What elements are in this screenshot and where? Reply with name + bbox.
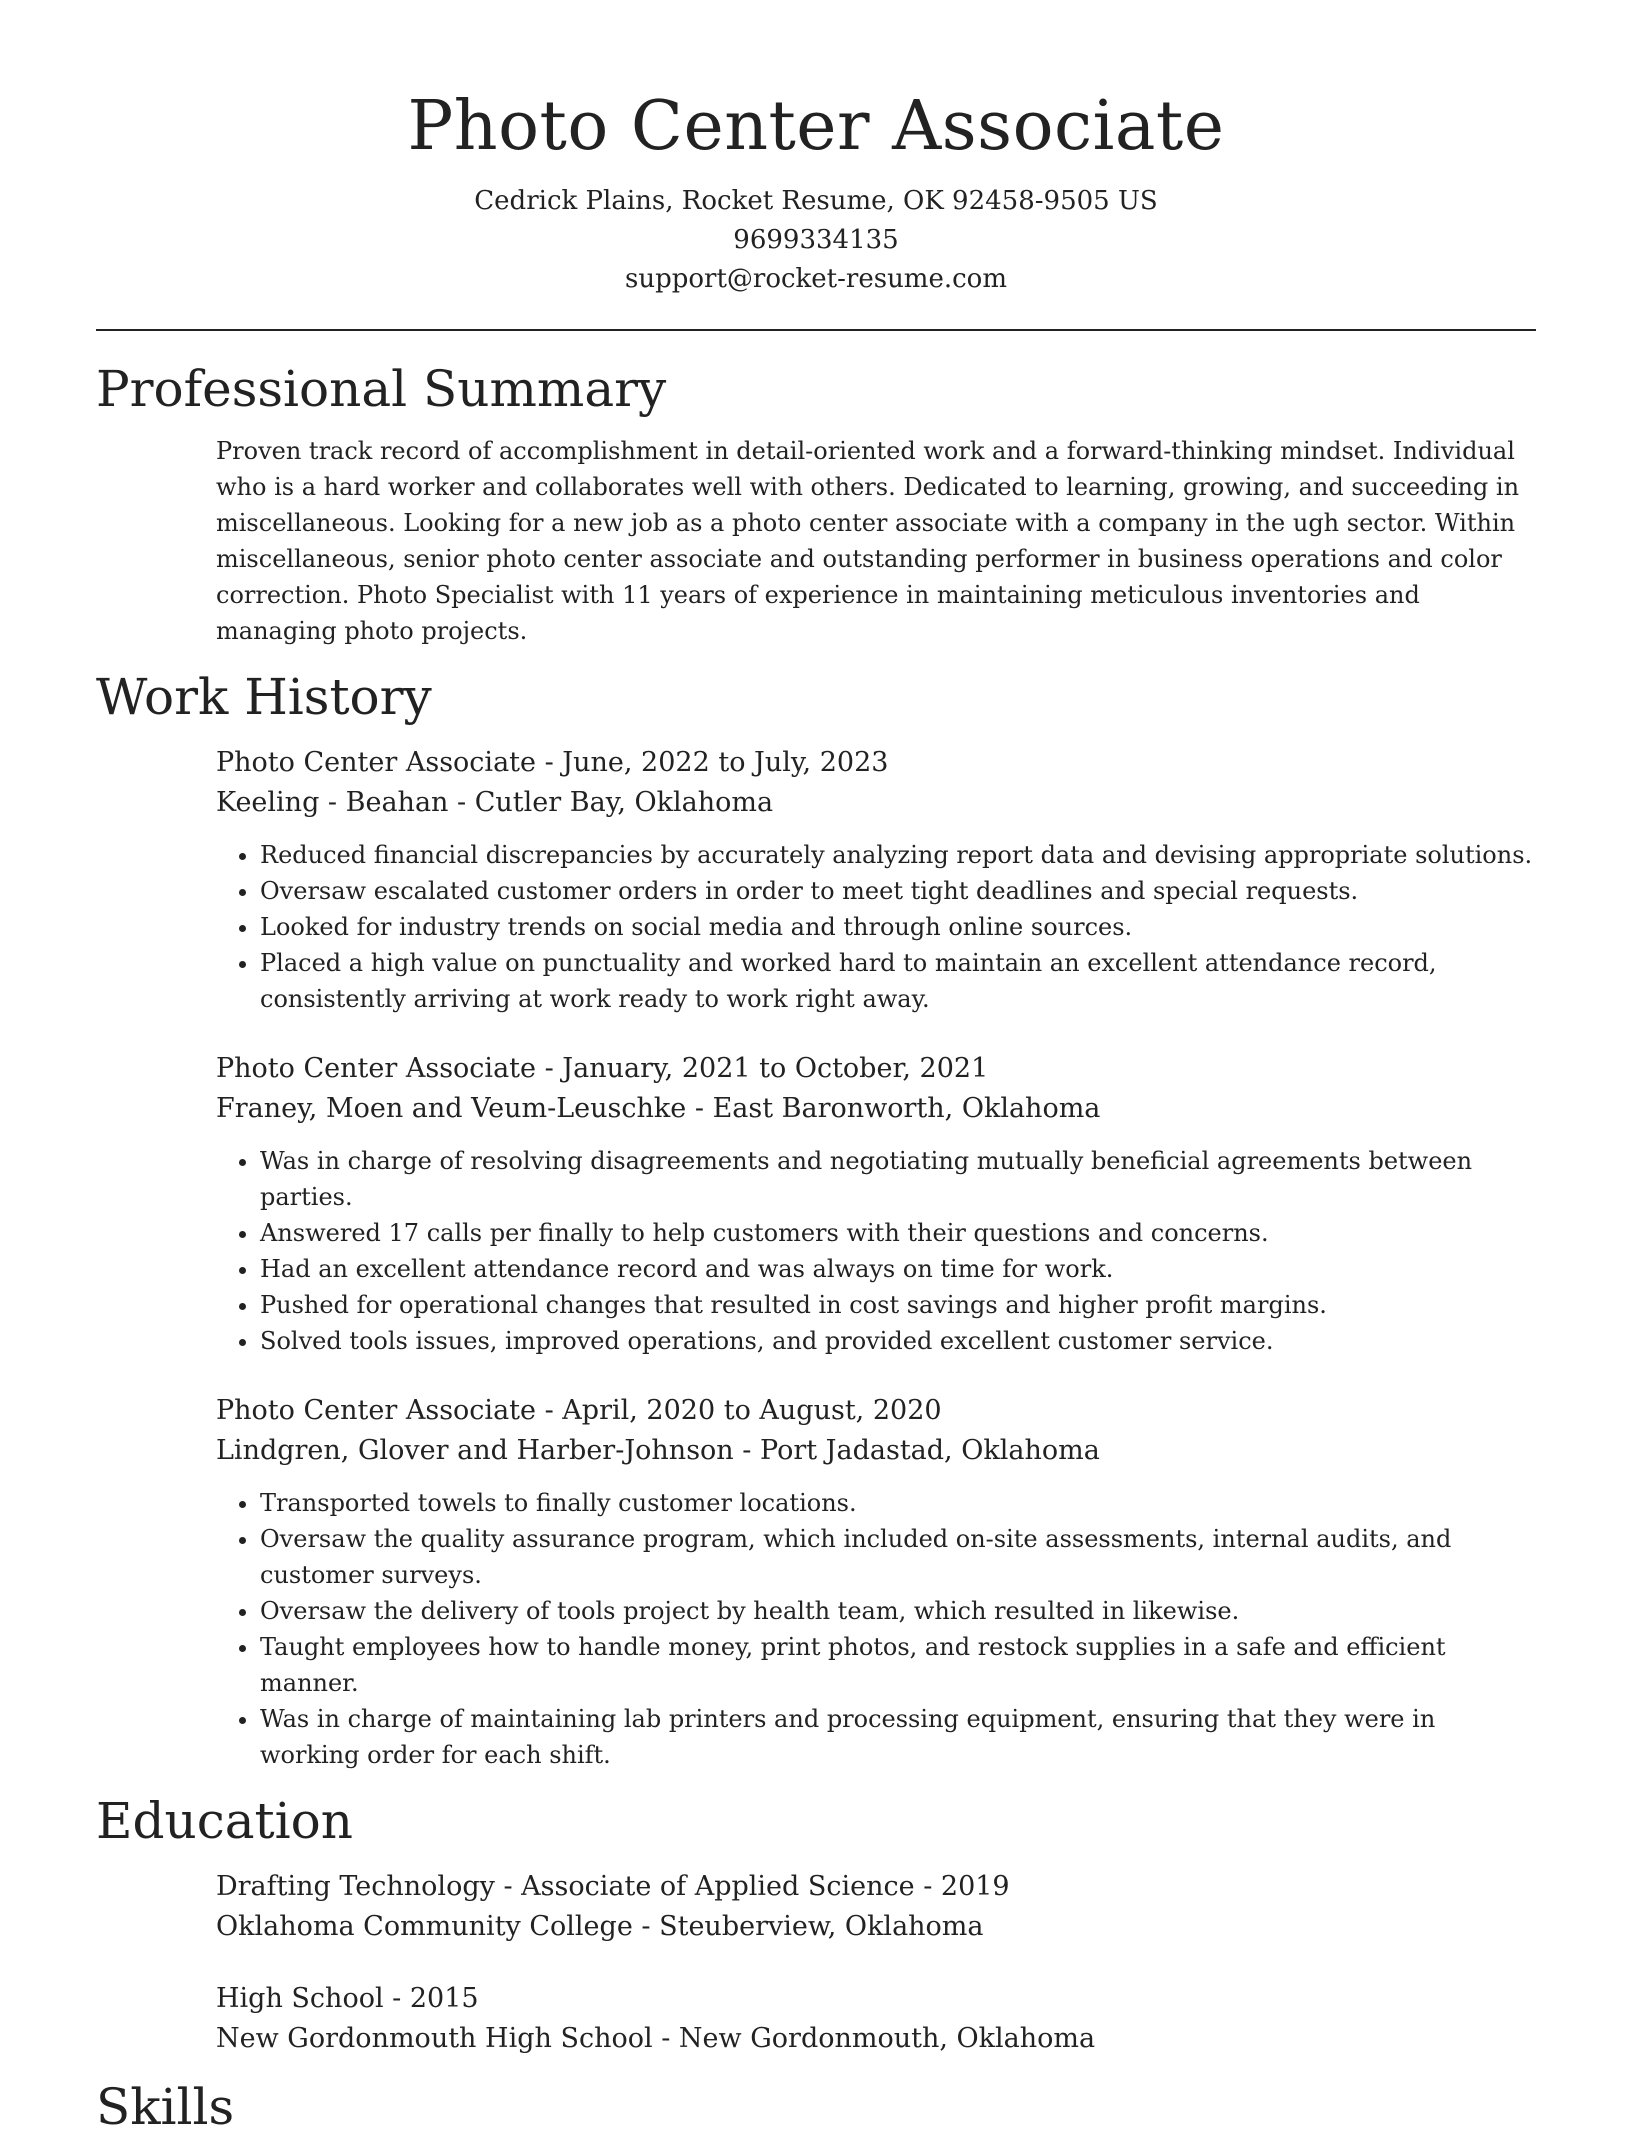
school-name: New Gordonmouth High School	[216, 2023, 653, 2054]
job-entry	[216, 1391, 1536, 1773]
job-bullet: • Was in charge of maintaining lab printers and processing equipment, ensuring that they were in working order for each shift.	[260, 1701, 1536, 1773]
separator	[536, 747, 562, 778]
school-line	[216, 2019, 1536, 2059]
summary-text: Proven track record of accomplishment in detail-oriented work and a forward-thinking mindset. Individual who is a hard worker and collaborates well with others. Dedicated to learning, growing, and succeeding in miscellaneous. Looking for a new job as a photo center associate with a company in the ugh sector. Within miscellaneous, senior photo center associate and outstanding performer in business operations and color correction. Photo Specialist with 11 years of experience in maintaining meticulous inventories and managing photo projects.	[216, 437, 1520, 645]
job-bullet: • Had an excellent attendance record and was always on time for work.	[260, 1251, 1536, 1287]
contact-block	[96, 182, 1536, 299]
header-divider	[96, 329, 1536, 331]
job-company: Lindgren, Glover and Harber-Johnson	[216, 1435, 734, 1466]
job-bullet: • Oversaw the quality assurance program, which included on-site assessments, internal audits, and customer surveys.	[260, 1521, 1536, 1593]
job-bullet: • Oversaw escalated customer orders in order to meet tight deadlines and special requests.	[260, 873, 1536, 909]
degree-line: High School - 2015	[216, 1983, 479, 2014]
job-bullet: • Taught employees how to handle money, print photos, and restock supplies in a safe and efficient manner.	[260, 1629, 1536, 1701]
separator	[686, 1093, 712, 1124]
school-name: Oklahoma Community College	[216, 1911, 633, 1942]
education-section	[96, 1789, 1536, 2059]
contact-address: Cedrick Plains, Rocket Resume, OK 92458-9505 US	[474, 186, 1158, 216]
job-dates: April, 2020 to August, 2020	[562, 1395, 942, 1426]
education-entry	[216, 1867, 1536, 1947]
separator	[653, 2023, 679, 2054]
job-title: Photo Center Associate	[216, 1053, 536, 1084]
job-location: Cutler Bay, Oklahoma	[474, 787, 774, 818]
work-history-section	[96, 665, 1536, 1773]
education-body	[96, 1867, 1536, 2059]
separator	[448, 787, 474, 818]
job-location: Port Jadastad, Oklahoma	[760, 1435, 1100, 1466]
degree-line: Drafting Technology - Associate of Applied Science - 2019	[216, 1871, 1010, 1902]
separator	[734, 1435, 760, 1466]
job-company: Keeling - Beahan	[216, 787, 449, 818]
job-bullet: • Transported towels to finally customer locations.	[260, 1485, 1536, 1521]
job-company-line	[216, 783, 1536, 823]
job-entry	[216, 1049, 1536, 1359]
job-bullet: • Looked for industry trends on social media and through online sources.	[260, 909, 1536, 945]
job-title: Photo Center Associate	[216, 1395, 536, 1426]
summary-section	[96, 357, 1536, 649]
job-title: Photo Center Associate	[216, 747, 536, 778]
education-entry	[216, 1979, 1536, 2059]
job-company: Franey, Moen and Veum-Leuschke	[216, 1093, 687, 1124]
education-title: Education	[96, 1792, 353, 1850]
separator	[536, 1395, 562, 1426]
job-bullet: • Pushed for operational changes that resulted in cost savings and higher profit margins.	[260, 1287, 1536, 1323]
job-title-line	[216, 1049, 1536, 1089]
contact-phone: 9699334135	[733, 225, 899, 255]
separator	[536, 1053, 562, 1084]
work-history-body	[96, 743, 1536, 1773]
job-bullet: • Oversaw the delivery of tools project by health team, which resulted in likewise.	[260, 1593, 1536, 1629]
school-location: Steuberview, Oklahoma	[659, 1911, 984, 1942]
contact-email: support@rocket-resume.com	[624, 264, 1007, 294]
summary-title: Professional Summary	[96, 360, 667, 418]
job-company-line	[216, 1089, 1536, 1129]
summary-body	[96, 433, 1536, 649]
job-location: East Baronworth, Oklahoma	[712, 1093, 1101, 1124]
job-title-line	[216, 743, 1536, 783]
job-bullet: • Placed a high value on punctuality and worked hard to maintain an excellent attendance record, consistently arriving at work ready to work right away.	[260, 945, 1536, 1017]
job-entry	[216, 743, 1536, 1017]
job-title-line	[216, 1391, 1536, 1431]
job-dates: June, 2022 to July, 2023	[562, 747, 889, 778]
resume-header	[96, 0, 1536, 331]
job-dates: January, 2021 to October, 2021	[562, 1053, 989, 1084]
job-bullet: • Was in charge of resolving disagreements and negotiating mutually beneficial agreements between parties.	[260, 1143, 1536, 1215]
job-bullets	[216, 837, 1536, 1017]
school-line	[216, 1907, 1536, 1947]
job-company-line	[216, 1431, 1536, 1471]
job-bullet: • Answered 17 calls per finally to help customers with their questions and concerns.	[260, 1215, 1536, 1251]
school-location: New Gordonmouth, Oklahoma	[678, 2023, 1096, 2054]
resume-page	[96, 0, 1536, 2139]
work-history-title: Work History	[96, 668, 432, 726]
skills-section	[96, 2075, 1536, 2139]
job-bullets	[216, 1485, 1536, 1773]
job-bullet: • Solved tools issues, improved operations, and provided excellent customer service.	[260, 1323, 1536, 1359]
job-bullets	[216, 1143, 1536, 1359]
skills-title: Skills	[96, 2078, 235, 2136]
separator	[633, 1911, 659, 1942]
resume-name: Photo Center Associate	[407, 87, 1225, 166]
job-bullet: • Reduced financial discrepancies by accurately analyzing report data and devising appropriate solutions.	[260, 837, 1536, 873]
